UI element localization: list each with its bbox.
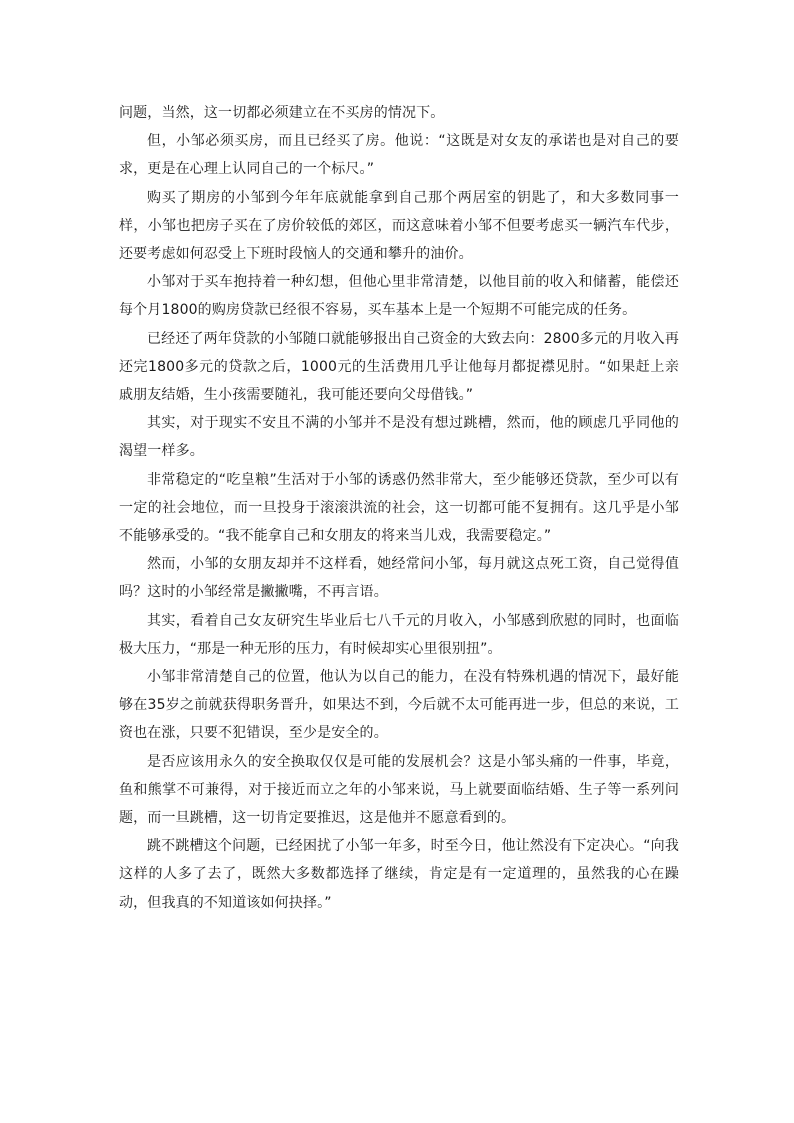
paragraph-6: 其实，对于现实不安且不满的小邹并不是没有想过跳槽，然而，他的顾虑几乎同他的渴望一样多。	[119, 415, 679, 460]
paragraph-12: 跳不跳槽这个问题，已经困扰了小邹一年多，时至今日，他让然没有下定决心。“向我这样的人多了去了，既然大多数都选择了继续，肯定是有一定道理的，虽然我的心在躁动，但我真的不知道该如何抉择。”	[119, 838, 679, 911]
paragraph-4: 小邹对于买车抱持着一种幻想，但他心里非常清楚，以他目前的收入和储蓄，能偿还每个月1800的购房贷款已经很不容易，买车基本上是一个短期不可能完成的任务。	[119, 274, 679, 319]
paragraph-8: 然而，小邹的女朋友却并不这样看，她经常问小邹，每月就这点死工资，自己觉得值吗？这时的小邹经常是撇撇嘴，不再言语。	[119, 556, 679, 601]
paragraph-9: 其实，看着自己女友研究生毕业后七八千元的月收入，小邹感到欣慰的同时，也面临极大压力，“那是一种无形的压力，有时候却实心里很别扭”。	[119, 612, 679, 657]
paragraph-10: 小邹非常清楚自己的位置，他认为以自己的能力，在没有特殊机遇的情况下，最好能够在35岁之前就获得职务晋升，如果达不到，今后就不太可能再进一步，但总的来说，工资也在涨，只要不犯错误，至少是安全的。	[119, 669, 679, 742]
paragraph-1: 问题，当然，这一切都必须建立在不买房的情况下。	[119, 105, 445, 121]
paragraph-5: 已经还了两年贷款的小邹随口就能够报出自己资金的大致去向：2800多元的月收入再还完1800多元的贷款之后，1000元的生活费用几乎让他每月都捉襟见肘。“如果赶上亲戚朋友结婚，生小孩需要随礼，我可能还要向父母借钱。”	[119, 330, 679, 404]
paragraph-7: 非常稳定的“吃皇粮”生活对于小邹的诱惑仍然非常大，至少能够还贷款，至少可以有一定的社会地位，而一旦投身于滚滚洪流的社会，这一切都可能不复拥有。这几乎是小邹不能够承受的。“我不能拿自己和女朋友的将来当儿戏，我需要稳定。”	[119, 471, 679, 545]
paragraph-2: 但，小邹必须买房，而且已经买了房。他说：“这既是对女友的承诺也是对自己的要求，更是在心理上认同自己的一个标尺。”	[119, 133, 679, 178]
paragraph-11: 是否应该用永久的安全换取仅仅是可能的发展机会？这是小邹头痛的一件事，毕竟，鱼和熊掌不可兼得，对于接近而立之年的小邹来说，马上就要面临结婚、生子等一系列问题，而一旦跳槽，这一切肯定要推迟，这是他并不愿意看到的。	[119, 753, 679, 827]
document-page	[119, 99, 679, 917]
paragraph-3: 购买了期房的小邹到今年年底就能拿到自己那个两居室的钥匙了，和大多数同事一样，小邹也把房子买在了房价较低的郊区，而这意味着小邹不但要考虑买一辆汽车代步，还要考虑如何忍受上下班时段恼人的交通和攀升的油价。	[119, 189, 679, 263]
